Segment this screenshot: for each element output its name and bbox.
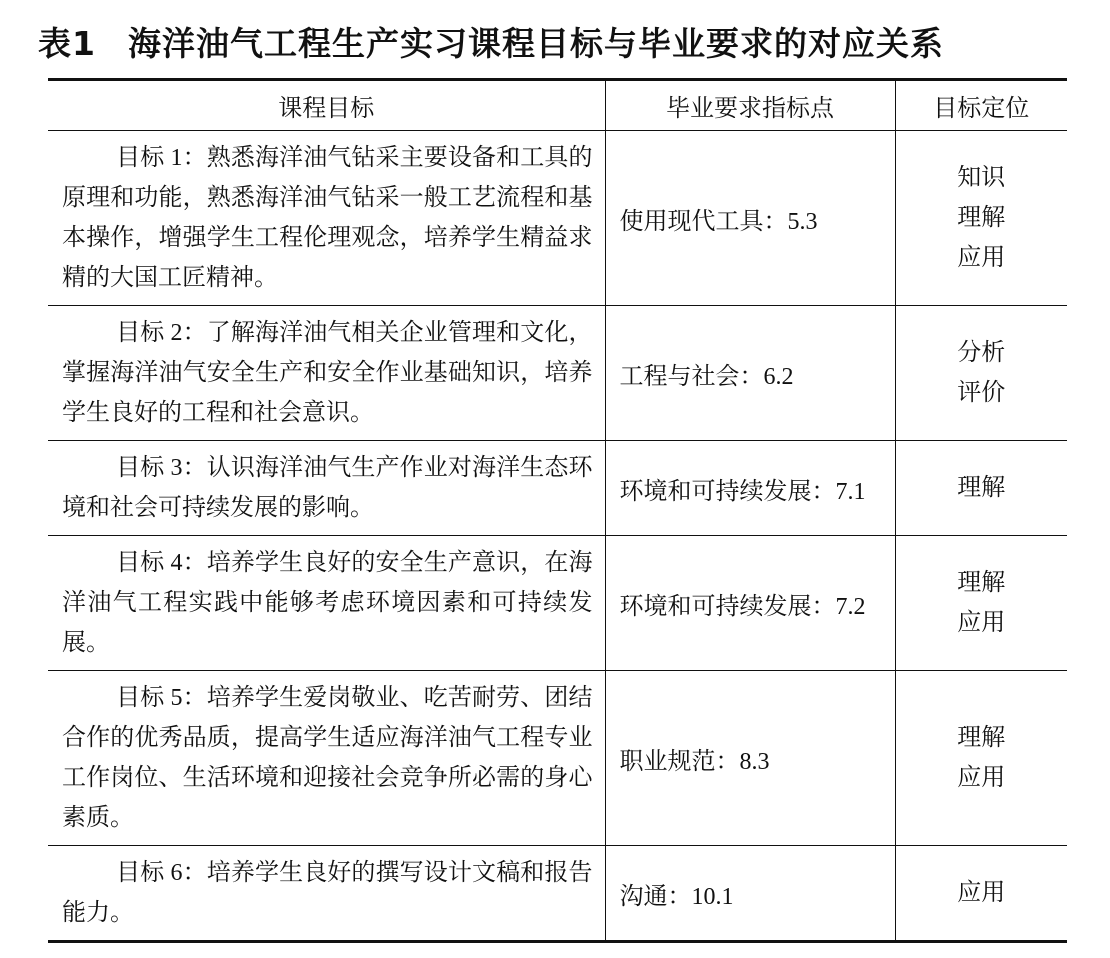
goal-text: 目标 3：认识海洋油气生产作业对海洋生态环境和社会可持续发展的影响。 xyxy=(62,455,593,521)
positioning-tag: 应用 xyxy=(957,765,1006,791)
table-number: 表1 xyxy=(38,23,96,63)
positioning-cell xyxy=(895,441,1067,536)
goal-cell xyxy=(48,846,605,942)
table-row xyxy=(48,131,1067,306)
goal-cell xyxy=(48,441,605,536)
table-row xyxy=(48,441,1067,536)
positioning-tag: 理解 xyxy=(957,725,1006,751)
table-row xyxy=(48,536,1067,671)
requirement-cell: 使用现代工具：5.3 xyxy=(605,131,895,306)
requirement-cell: 环境和可持续发展：7.1 xyxy=(605,441,895,536)
goal-cell xyxy=(48,306,605,441)
goal-cell xyxy=(48,131,605,306)
goal-cell xyxy=(48,536,605,671)
header-course-goal: 课程目标 xyxy=(48,80,605,131)
positioning-tag: 理解 xyxy=(957,570,1006,596)
goal-text: 目标 2：了解海洋油气相关企业管理和文化，掌握海洋油气安全生产和安全作业基础知识，培养学生良好的工程和社会意识。 xyxy=(62,320,593,426)
positioning-cell xyxy=(895,131,1067,306)
positioning-cell xyxy=(895,846,1067,942)
table-title xyxy=(38,10,944,72)
positioning-tag: 知识 xyxy=(957,165,1006,191)
goal-text: 目标 1：熟悉海洋油气钻采主要设备和工具的原理和功能，熟悉海洋油气钻采一般工艺流程和基本操作，增强学生工程伦理观念，培养学生精益求精的大国工匠精神。 xyxy=(62,145,593,291)
positioning-tag: 应用 xyxy=(957,610,1006,636)
table-caption: 海洋油气工程生产实习课程目标与毕业要求的对应关系 xyxy=(127,23,944,63)
goal-text: 目标 6：培养学生良好的撰写设计文稿和报告能力。 xyxy=(62,860,593,926)
header-row xyxy=(48,80,1067,131)
goal-cell xyxy=(48,671,605,846)
positioning-tag: 应用 xyxy=(957,245,1006,271)
table-row xyxy=(48,846,1067,942)
goal-requirement-table xyxy=(48,78,1067,943)
requirement-cell: 沟通：10.1 xyxy=(605,846,895,942)
table-row xyxy=(48,671,1067,846)
goal-text: 目标 4：培养学生良好的安全生产意识，在海洋油气工程实践中能够考虑环境因素和可持续发展。 xyxy=(62,550,593,656)
header-graduation-requirement: 毕业要求指标点 xyxy=(605,80,895,131)
table-row xyxy=(48,306,1067,441)
requirement-cell: 工程与社会：6.2 xyxy=(605,306,895,441)
positioning-cell xyxy=(895,306,1067,441)
positioning-tag: 分析 xyxy=(957,340,1006,366)
requirement-cell: 环境和可持续发展：7.2 xyxy=(605,536,895,671)
goal-text: 目标 5：培养学生爱岗敬业、吃苦耐劳、团结合作的优秀品质，提高学生适应海洋油气工程专业工作岗位、生活环境和迎接社会竞争所必需的身心素质。 xyxy=(62,685,593,831)
positioning-cell xyxy=(895,536,1067,671)
positioning-tag: 应用 xyxy=(957,880,1006,906)
positioning-cell xyxy=(895,671,1067,846)
positioning-tag: 评价 xyxy=(957,380,1006,406)
positioning-tag: 理解 xyxy=(957,475,1006,501)
header-goal-positioning: 目标定位 xyxy=(895,80,1067,131)
positioning-tag: 理解 xyxy=(957,205,1006,231)
requirement-cell: 职业规范：8.3 xyxy=(605,671,895,846)
